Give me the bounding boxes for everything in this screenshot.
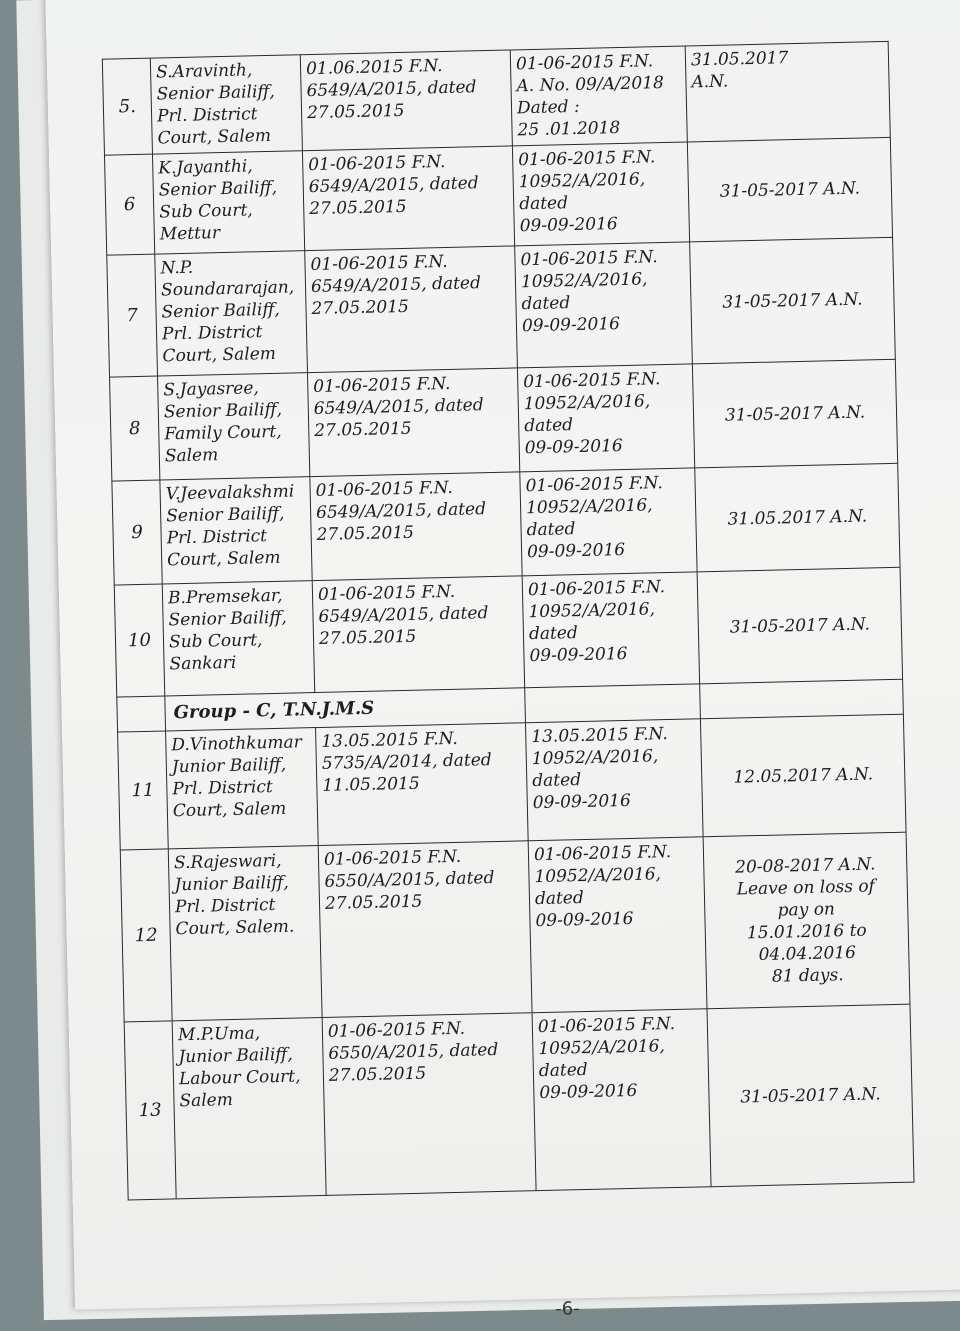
cell-line: 27.05.2015	[306, 100, 405, 124]
serial-number-cell: 9	[112, 480, 162, 585]
cell-line: Dated :	[516, 96, 580, 119]
regularisation-order-cell	[532, 1009, 711, 1191]
cell-line: 09-09-2016	[535, 908, 634, 932]
cell-line: 15.01.2016 to	[746, 920, 867, 943]
cell-line: 6550/A/2015, dated	[328, 1039, 499, 1064]
serial-number-cell: 13	[124, 1021, 176, 1200]
cell-line: 01-06-2015 F.N.	[517, 147, 656, 171]
probation-date-cell	[697, 567, 902, 684]
cell-line: 31.05.2017	[690, 48, 789, 71]
cell-line: Family Court,	[164, 421, 282, 445]
cell-line: Court, Salem	[172, 798, 287, 822]
cell-line: dated	[538, 1059, 588, 1082]
group-empty-cell	[700, 679, 904, 719]
cell-line: Junior Bailiff,	[174, 872, 290, 896]
cell-line: Leave on loss of	[736, 875, 876, 900]
cell-line: dated	[534, 888, 584, 910]
joining-order-cell	[300, 50, 512, 151]
document-page	[45, 0, 960, 1320]
cell-line: Court, Salem	[162, 343, 277, 367]
cell-line: 6550/A/2015, dated	[324, 868, 495, 892]
cell-line: Prl. District	[161, 322, 263, 345]
table-row	[110, 359, 898, 481]
cell-line: Prl. District	[174, 895, 276, 918]
cell-line: Sub Court,	[168, 630, 263, 653]
cell-line: B.Premsekar,	[167, 585, 283, 609]
joining-order-cell	[305, 246, 518, 373]
name-designation-cell	[172, 1017, 326, 1198]
cell-line: N.P.	[160, 257, 194, 279]
group-heading: Group - C, T.N.J.M.S	[165, 688, 526, 731]
cell-line: 6549/A/2015, dated	[306, 77, 477, 102]
cell-line: 6549/A/2015, dated	[308, 173, 479, 198]
serial-number-cell: 12	[120, 849, 172, 1022]
cell-line: S.Rajeswari,	[173, 850, 282, 874]
cell-line: 10952/A/2016,	[525, 495, 653, 519]
probation-date-cell	[707, 1004, 914, 1187]
cell-line: S.Jayasree,	[163, 378, 260, 401]
regularisation-order-cell	[517, 364, 694, 472]
cell-line: 31-05-2017 A.N.	[740, 1083, 881, 1108]
group-empty-cell	[525, 684, 701, 723]
cell-line: pay on	[777, 898, 836, 921]
joining-order-cell	[312, 576, 524, 693]
cell-line: S.Aravinth,	[155, 60, 253, 83]
cell-line: 27.05.2015	[311, 296, 410, 320]
cell-line: 10952/A/2016,	[528, 599, 656, 623]
cell-line: Court, Salem	[166, 547, 281, 571]
cell-line: M.P.Uma,	[177, 1023, 261, 1046]
cell-line: dated	[532, 770, 582, 792]
cell-line: Prl. District	[166, 526, 268, 549]
cell-line: K.Jayanthi,	[158, 156, 253, 179]
cell-line: A. No. 09/A/2018	[516, 72, 665, 97]
name-designation-cell	[166, 728, 319, 849]
cell-line: 27.05.2015	[318, 626, 417, 649]
cell-line: dated	[518, 193, 569, 215]
cell-line: 01-06-2015 F.N.	[323, 846, 462, 870]
joining-order-cell	[307, 368, 519, 477]
regularisation-order-cell	[510, 46, 687, 146]
serial-number-cell: 11	[118, 731, 169, 850]
cell-line: Senior Bailiff,	[156, 81, 276, 105]
cell-line: 01-06-2015 F.N.	[310, 251, 448, 276]
cell-line: 01-06-2015 F.N.	[313, 373, 451, 398]
cell-line: 10952/A/2016,	[518, 169, 646, 193]
cell-line: 13.05.2015 F.N.	[531, 724, 668, 748]
joining-order-cell	[310, 472, 522, 581]
cell-line: 81 days.	[771, 964, 844, 987]
regularisation-order-cell	[520, 468, 697, 576]
cell-line: Salem	[179, 1090, 234, 1112]
probation-date-cell	[687, 137, 892, 242]
serial-number-cell: 10	[114, 584, 165, 697]
regularisation-order-cell	[528, 837, 707, 1013]
probation-date-cell	[703, 832, 910, 1009]
cell-line: 01-06-2015 F.N.	[520, 247, 658, 271]
cell-line: Junior Bailiff,	[178, 1044, 293, 1068]
cell-line: 01-06-2015 F.N.	[537, 1013, 676, 1038]
cell-line: 01-06-2015 F.N.	[527, 577, 666, 601]
cell-line: Sub Court,	[159, 200, 253, 223]
joining-order-cell	[302, 146, 514, 251]
cell-line: 01.06.2015 F.N.	[305, 56, 443, 80]
cell-line: 11.05.2015	[322, 773, 420, 796]
cell-line: 6549/A/2015, dated	[315, 499, 487, 523]
cell-line: 10952/A/2016,	[538, 1036, 666, 1060]
table-row	[102, 41, 890, 155]
serial-number-cell: 5.	[102, 58, 152, 155]
cell-line: 13.05.2015 F.N.	[321, 728, 459, 752]
cell-line: Labour Court,	[178, 1066, 301, 1090]
cell-line: 01-06-2015 F.N.	[533, 842, 672, 866]
cell-line: 09-09-2016	[519, 214, 618, 237]
cell-line: 01-06-2015 F.N.	[317, 581, 456, 605]
table-row	[112, 463, 900, 585]
table-body-senior	[102, 41, 902, 697]
cell-line: 01-06-2015 F.N.	[525, 473, 663, 497]
name-designation-cell	[152, 151, 304, 254]
cell-line: 31.05.2017 A.N.	[727, 505, 868, 530]
cell-line: Soundararajan,	[160, 277, 295, 301]
serial-number-cell: 8	[110, 376, 160, 481]
cell-line: 10952/A/2016,	[520, 269, 648, 293]
cell-line: 10952/A/2016,	[531, 746, 659, 770]
cell-line: 20-08-2017 A.N.	[734, 853, 876, 878]
cell-line: dated	[524, 415, 574, 437]
cell-line: Salem	[164, 445, 219, 467]
cell-line: 27.05.2015	[309, 196, 407, 220]
cell-line: 09-09-2016	[529, 643, 628, 667]
group-empty-cell	[117, 696, 166, 732]
cell-line: dated	[521, 293, 571, 315]
joining-order-cell	[322, 1013, 536, 1196]
cell-line: 09-09-2016	[526, 539, 626, 563]
joining-order-cell	[316, 723, 529, 846]
serial-number-cell: 7	[107, 254, 158, 377]
cell-line: Senior Bailiff,	[165, 503, 285, 527]
cell-line: 31-05-2017 A.N.	[722, 289, 863, 313]
cell-line: V.Jeevalakshmi	[165, 481, 295, 505]
cell-line: 6549/A/2015, dated	[313, 395, 484, 420]
probation-date-cell	[692, 359, 897, 468]
cell-line: Prl. District	[156, 104, 258, 127]
cell-line: 12.05.2017 A.N.	[733, 763, 874, 788]
cell-line: 01-06-2015 F.N.	[327, 1018, 466, 1042]
regularisation-order-cell	[525, 719, 703, 841]
cell-line: Court, Salem	[157, 125, 272, 149]
cell-line: 01-06-2015 F.N.	[523, 369, 661, 393]
cell-line: D.Vinothkumar	[171, 732, 303, 756]
cell-line: Senior Bailiff,	[168, 607, 288, 631]
name-designation-cell	[162, 581, 315, 696]
cell-line: 09-09-2016	[521, 314, 621, 337]
cell-line: Mettur	[159, 223, 221, 245]
cell-line: Court, Salem.	[175, 916, 295, 940]
table-row	[124, 1004, 914, 1200]
cell-line: 31-05-2017 A.N.	[724, 402, 866, 426]
table-row	[114, 567, 902, 697]
regularisation-order-cell	[515, 242, 693, 368]
cell-line: A.N.	[691, 71, 729, 93]
cell-line: 6549/A/2015, dated	[310, 273, 482, 298]
table-body-junior	[118, 714, 914, 1200]
cell-line: Senior Bailiff,	[163, 399, 283, 423]
name-designation-cell	[168, 846, 322, 1021]
cell-line: 10952/A/2016,	[523, 391, 651, 415]
cell-line: 25 .01.2018	[517, 117, 621, 141]
cell-line: 01-06-2015 F.N.	[308, 151, 446, 176]
cell-line: 10952/A/2016,	[534, 864, 662, 888]
table-wrapper	[102, 41, 914, 1201]
cell-line: 04.04.2016	[758, 942, 857, 965]
name-designation-cell	[160, 477, 312, 584]
cell-line: Senior Bailiff,	[161, 299, 281, 323]
cell-line: dated	[528, 623, 578, 645]
probation-date-cell	[690, 237, 896, 364]
name-designation-cell	[150, 55, 302, 154]
cell-line: Junior Bailiff,	[171, 754, 287, 778]
joining-order-cell	[318, 841, 532, 1018]
cell-line: 09-09-2016	[532, 790, 632, 814]
cell-line: dated	[526, 519, 576, 541]
page-number: -6-	[555, 1298, 580, 1320]
cell-line: 6549/A/2015, dated	[318, 603, 489, 627]
cell-line: 31-05-2017 A.N.	[719, 178, 861, 202]
cell-line: Sankari	[169, 652, 237, 675]
bailiff-table	[102, 41, 915, 1201]
cell-line: 27.05.2015	[316, 522, 415, 545]
cell-line: 5735/A/2014, dated	[321, 750, 492, 774]
cell-line: 01-06-2015 F.N.	[315, 477, 454, 501]
probation-date-cell	[695, 463, 900, 572]
cell-line: 27.05.2015	[314, 418, 412, 442]
table-row	[118, 714, 906, 850]
regularisation-order-cell	[522, 572, 699, 688]
cell-line: Prl. District	[172, 777, 273, 800]
cell-line: 01-06-2015 F.N.	[515, 51, 654, 75]
table-row	[120, 832, 910, 1022]
serial-number-cell: 6	[104, 154, 154, 255]
cell-line: 27.05.2015	[328, 1063, 427, 1086]
name-designation-cell	[155, 251, 308, 376]
table-row	[107, 237, 896, 377]
cell-line: 09-09-2016	[539, 1080, 638, 1104]
probation-date-cell	[700, 714, 906, 837]
table-row	[104, 137, 892, 255]
name-designation-cell	[158, 373, 310, 480]
regularisation-order-cell	[512, 142, 689, 246]
cell-line: 27.05.2015	[324, 891, 423, 914]
cell-line: 31-05-2017 A.N.	[729, 613, 871, 638]
probation-date-cell	[685, 41, 890, 142]
cell-line: Senior Bailiff,	[158, 177, 278, 201]
cell-line: 09-09-2016	[524, 436, 623, 459]
